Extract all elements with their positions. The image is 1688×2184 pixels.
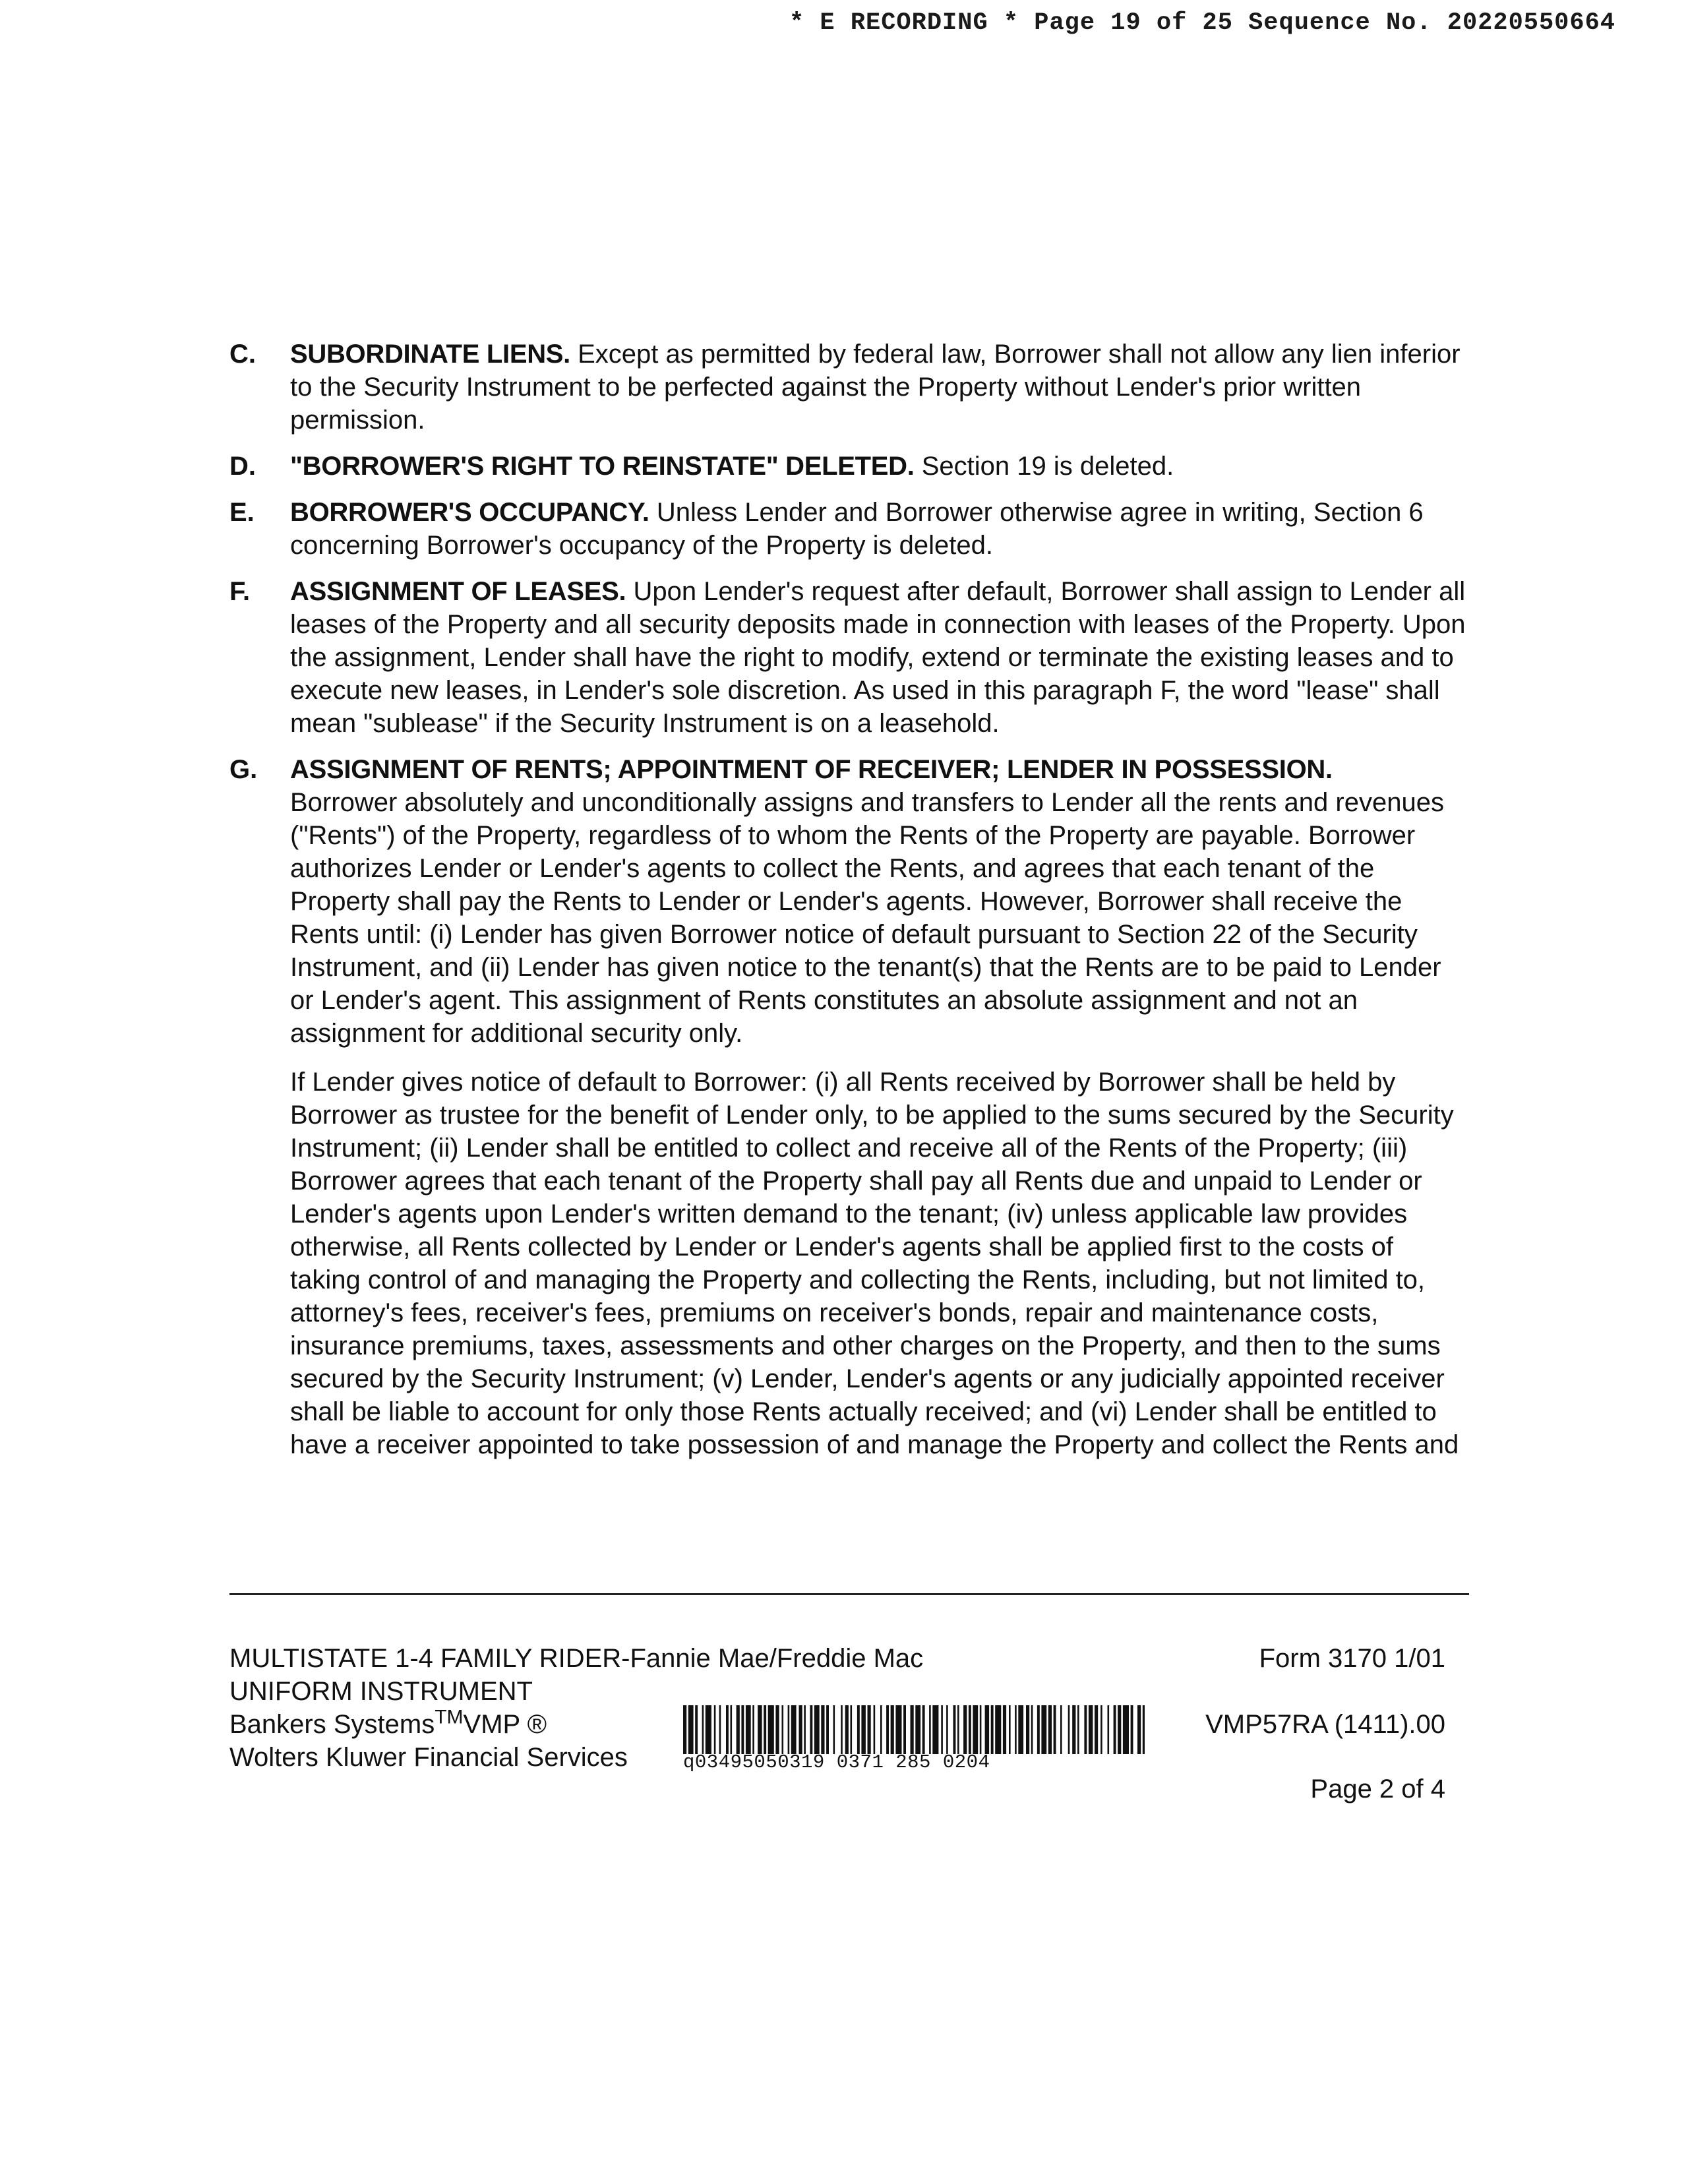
barcode-bar bbox=[946, 1705, 948, 1754]
barcode-bar bbox=[861, 1705, 866, 1754]
barcode-bar bbox=[851, 1705, 853, 1754]
barcode-bar bbox=[1077, 1705, 1079, 1754]
barcode-bar bbox=[764, 1705, 766, 1754]
barcode-bar bbox=[1114, 1705, 1116, 1754]
barcode-bar bbox=[891, 1705, 894, 1754]
barcode-bar bbox=[841, 1705, 843, 1754]
barcode-bar bbox=[1041, 1705, 1046, 1754]
barcode-bar bbox=[1054, 1705, 1056, 1754]
section-paragraph bbox=[290, 338, 1469, 437]
barcode-bar bbox=[1026, 1705, 1029, 1754]
barcode-bar bbox=[985, 1705, 990, 1754]
barcode-bar bbox=[1089, 1705, 1093, 1754]
barcode-bar bbox=[706, 1705, 711, 1754]
publisher-name: Bankers Systems bbox=[229, 1710, 435, 1739]
section-title: ASSIGNMENT OF LEASES. bbox=[290, 577, 626, 606]
barcode-bar bbox=[903, 1705, 906, 1754]
section-g-assignment-of-rents bbox=[229, 753, 1469, 1461]
section-c-subordinate-liens bbox=[229, 338, 1469, 437]
barcode-bar bbox=[714, 1705, 716, 1754]
barcode-bar bbox=[1123, 1705, 1129, 1754]
barcode-bar bbox=[1009, 1705, 1011, 1754]
barcode-bar bbox=[719, 1705, 721, 1754]
section-text: Except as permitted by federal law, Borrower shall not allow any lien inferior to the Security Instrument to be perfected against the Property without Lender's prior written permission. bbox=[290, 340, 1461, 435]
section-letter: E. bbox=[229, 498, 255, 527]
barcode-bar bbox=[775, 1705, 779, 1754]
barcode-bar bbox=[791, 1705, 797, 1754]
barcode-bar bbox=[752, 1705, 754, 1754]
barcode-bar bbox=[826, 1705, 829, 1754]
barcode-bar bbox=[886, 1705, 889, 1754]
barcode-bar bbox=[941, 1705, 943, 1754]
barcode-bar bbox=[973, 1705, 978, 1754]
barcode-bar bbox=[1108, 1705, 1110, 1754]
barcode-bar bbox=[915, 1705, 920, 1754]
barcode-bar bbox=[922, 1705, 925, 1754]
barcode-bar bbox=[911, 1705, 914, 1754]
barcode-bar bbox=[1143, 1705, 1145, 1754]
rider-body bbox=[229, 338, 1469, 1474]
section-title: SUBORDINATE LIENS. bbox=[290, 340, 570, 369]
barcode-bar bbox=[857, 1705, 860, 1754]
barcode-bar bbox=[874, 1705, 876, 1754]
barcode-bar bbox=[799, 1705, 802, 1754]
barcode bbox=[683, 1705, 1145, 1773]
section-paragraph bbox=[290, 753, 1469, 1050]
barcode-bar bbox=[1072, 1705, 1075, 1754]
recording-header: * E RECORDING * Page 19 of 25 Sequence No. 20220550664 bbox=[789, 9, 1615, 37]
form-subtitle: UNIFORM INSTRUMENT bbox=[229, 1677, 533, 1706]
page-number: Page 2 of 4 bbox=[1310, 1774, 1445, 1804]
section-title: ASSIGNMENT OF RENTS; APPOINTMENT OF RECEIVER; LENDER IN POSSESSION. bbox=[290, 755, 1333, 784]
barcode-bar bbox=[929, 1705, 931, 1754]
section-text: Section 19 is deleted. bbox=[921, 452, 1174, 481]
barcode-bar bbox=[957, 1705, 959, 1754]
barcode-bar bbox=[995, 1705, 1001, 1754]
barcode-bar bbox=[953, 1705, 956, 1754]
barcode-bar bbox=[1137, 1705, 1141, 1754]
barcode-bar bbox=[683, 1705, 686, 1754]
section-paragraph bbox=[290, 450, 1469, 483]
barcode-bar bbox=[991, 1705, 994, 1754]
publisher-company: Wolters Kluwer Financial Services bbox=[229, 1743, 628, 1772]
barcode-bar bbox=[810, 1705, 812, 1754]
barcode-bar bbox=[833, 1705, 835, 1754]
barcode-bar bbox=[758, 1705, 762, 1754]
barcode-bar bbox=[1131, 1705, 1133, 1754]
section-e-borrower-occupancy bbox=[229, 496, 1469, 562]
barcode-bar bbox=[695, 1705, 698, 1754]
barcode-bar bbox=[932, 1705, 938, 1754]
section-d-reinstate-deleted bbox=[229, 450, 1469, 483]
form-codes bbox=[1205, 1642, 1445, 1805]
section-paragraph-2: If Lender gives notice of default to Borrower: (i) all Rents received by Borrower shall be held by Borrower as trustee for the benefit of Lender only, to be applied to the sums secured by the Security Instrument; (ii) Lender shall be entitled to collect and receive all of the Rents of the Property; (iii) Borrower agrees that each tenant of the Property shall pay all Rents due and unpaid to Lender or Lender's agents upon Lender's written demand to the tenant; (iv) unless applicable law provides otherwise, all Rents collected by Lender or Lender's agents shall be applied first to the costs of taking control of and managing the Property and collecting the Rents, including, but not limited to, attorney's fees, receiver's fees, premiums on receiver's bonds, repair and maintenance costs, insurance premiums, taxes, assessments and other charges on the Property, and then to the sums secured by the Security Instrument; (v) Lender, Lender's agents or any judicially appointed receiver shall be liable to account for only those Rents actually received; and (vi) Lender shall be entitled to have a receiver appointed to take possession of and manage the Property and collect the Rents and bbox=[290, 1068, 1459, 1459]
barcode-bar bbox=[1031, 1705, 1033, 1754]
publisher-brand: VMP ® bbox=[463, 1710, 547, 1739]
barcode-bar bbox=[746, 1705, 751, 1754]
section-text: Borrower absolutely and unconditionally assigns and transfers to Lender all the rents and revenues ("Rents") of the Property, regardless of to whom the Rents of the Property are payable. Borrower authorizes Lender or Lender's agents to collect the Rents, and agrees that each tenant of the Property shall pay the Rents to Lender or Lender's agents. However, Borrower shall receive the Rents until: (i) Lender has given Borrower notice of default pursuant to Section 22 of the Security Instrument, and (ii) Lender has given notice to the tenant(s) that the Rents are to be paid to Lender or Lender's agent. This assignment of Rents constitutes an absolute assignment and not an assignment for additional security only. bbox=[290, 788, 1444, 1048]
barcode-bar bbox=[1018, 1705, 1023, 1754]
barcode-bar bbox=[702, 1705, 704, 1754]
barcode-bar bbox=[1100, 1705, 1102, 1754]
barcode-bar bbox=[726, 1705, 729, 1754]
barcode-bar bbox=[963, 1705, 967, 1754]
barcode-bar bbox=[688, 1705, 694, 1754]
barcode-bar bbox=[1060, 1705, 1062, 1754]
section-letter: C. bbox=[229, 340, 256, 369]
barcode-bar bbox=[880, 1705, 882, 1754]
barcode-bar bbox=[868, 1705, 871, 1754]
barcode-bar bbox=[1095, 1705, 1098, 1754]
barcode-bar bbox=[969, 1705, 971, 1754]
form-title: MULTISTATE 1-4 FAMILY RIDER-Fannie Mae/Freddie Mac bbox=[229, 1644, 924, 1673]
footer-divider bbox=[229, 1593, 1469, 1595]
barcode-bar bbox=[845, 1705, 849, 1754]
barcode-bar bbox=[788, 1705, 790, 1754]
barcode-bar bbox=[1084, 1705, 1087, 1754]
section-f-assignment-of-leases bbox=[229, 575, 1469, 740]
section-title: BORROWER'S OCCUPANCY. bbox=[290, 498, 649, 527]
section-paragraph bbox=[290, 496, 1469, 562]
section-title: "BORROWER'S RIGHT TO REINSTATE" DELETED. bbox=[290, 452, 915, 481]
barcode-bar bbox=[1037, 1705, 1040, 1754]
barcode-bar bbox=[1068, 1705, 1070, 1754]
barcode-bar bbox=[731, 1705, 733, 1754]
form-number: Form 3170 1/01 bbox=[1259, 1644, 1445, 1673]
section-text: Upon Lender's request after default, Borrower shall assign to Lender all leases of the Property and all security deposits made in connection with leases of the Property. Upon the assignment, Lender shall have the right to modify, extend or terminate the existing leases and to execute new leases, in Lender's sole discretion. As used in this paragraph F, the word "lease" shall mean "sublease" if the Security Instrument is on a leasehold. bbox=[290, 577, 1466, 738]
barcode-bars bbox=[683, 1705, 1145, 1754]
barcode-bar bbox=[1048, 1705, 1052, 1754]
barcode-bar bbox=[804, 1705, 806, 1754]
section-letter: D. bbox=[229, 452, 256, 481]
vmp-code: VMP57RA (1411).00 bbox=[1205, 1710, 1445, 1739]
barcode-bar bbox=[1015, 1705, 1017, 1754]
section-letter: F. bbox=[229, 577, 251, 606]
barcode-bar bbox=[782, 1705, 784, 1754]
section-text: Unless Lender and Borrower otherwise agree in writing, Section 6 concerning Borrower's occupancy of the Property is deleted. bbox=[290, 498, 1424, 560]
barcode-bar bbox=[1003, 1705, 1006, 1754]
barcode-bar bbox=[895, 1705, 901, 1754]
barcode-number: q03495050319 0371 285 0204 bbox=[683, 1751, 990, 1773]
trademark-mark: TM bbox=[435, 1706, 464, 1728]
barcode-bar bbox=[821, 1705, 824, 1754]
section-paragraph bbox=[290, 575, 1469, 740]
barcode-bar bbox=[768, 1705, 774, 1754]
section-letter: G. bbox=[229, 755, 258, 784]
barcode-bar bbox=[814, 1705, 820, 1754]
barcode-bar bbox=[741, 1705, 744, 1754]
barcode-bar bbox=[1118, 1705, 1121, 1754]
form-footer bbox=[229, 1642, 1469, 1840]
barcode-bar bbox=[737, 1705, 740, 1754]
barcode-bar bbox=[980, 1705, 982, 1754]
